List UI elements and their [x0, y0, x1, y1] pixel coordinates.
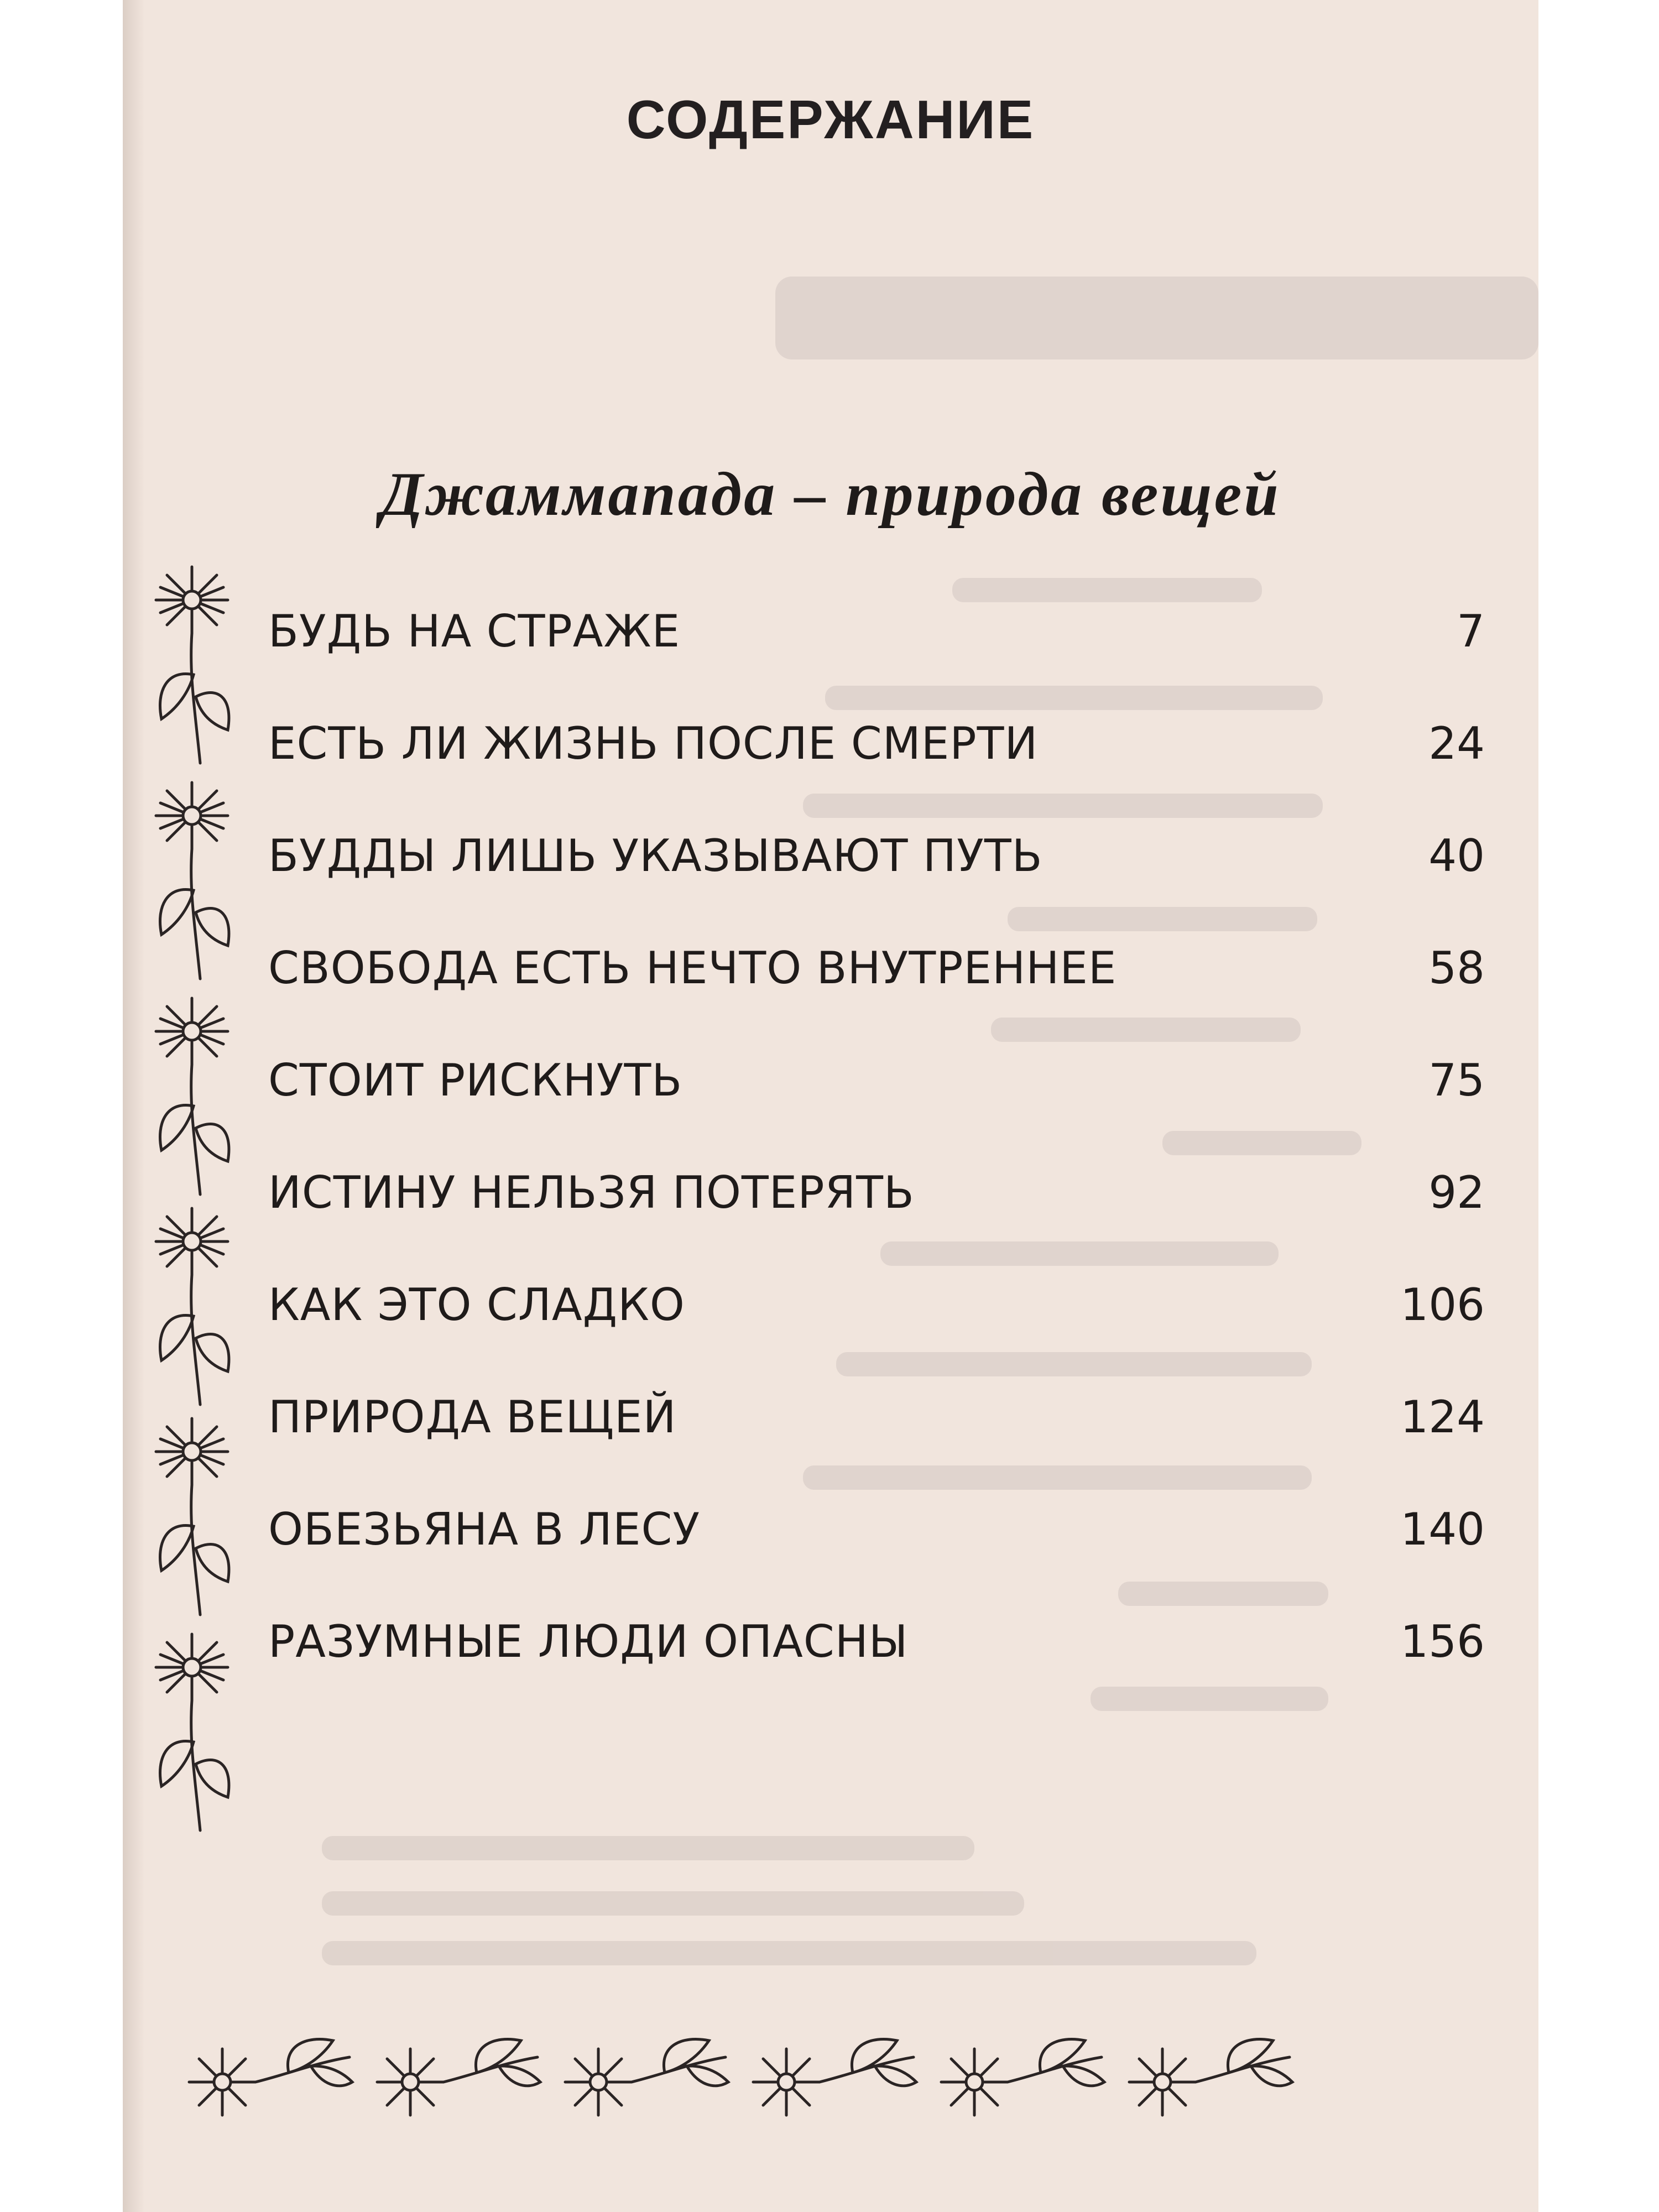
toc-title: ЕСТЬ ЛИ ЖИЗНЬ ПОСЛЕ СМЕРТИ	[268, 718, 1039, 769]
flower-ornament-icon	[366, 2024, 543, 2118]
book-page	[123, 0, 1538, 2212]
toc-row[interactable]	[268, 800, 1485, 912]
toc-page-number: 92	[1428, 1167, 1485, 1218]
page-heading: СОДЕРЖАНИЕ	[626, 89, 1035, 150]
flower-ornament-icon	[145, 1206, 239, 1410]
toc-title: БУДДЫ ЛИШЬ УКАЗЫВАЮТ ПУТЬ	[268, 830, 1043, 881]
toc-page-number: 24	[1428, 718, 1485, 769]
toc-row[interactable]	[268, 1361, 1485, 1473]
toc-title: СТОИТ РИСКНУТЬ	[268, 1055, 683, 1106]
toc-page-number: 106	[1400, 1279, 1485, 1331]
toc-title: ПРИРОДА ВЕЩЕЙ	[268, 1391, 677, 1443]
toc-row[interactable]	[268, 1585, 1485, 1698]
toc-page-number: 58	[1428, 942, 1485, 994]
toc-title: КАК ЭТО СЛАДКО	[268, 1279, 685, 1331]
table-of-contents	[268, 575, 1485, 1698]
toc-page-number: 140	[1400, 1504, 1485, 1555]
toc-row[interactable]	[268, 1473, 1485, 1585]
toc-title: РАЗУМНЫЕ ЛЮДИ ОПАСНЫ	[268, 1616, 909, 1667]
flower-ornament-icon	[145, 564, 239, 769]
flower-ornament-icon	[145, 1631, 239, 1836]
toc-page-number: 156	[1400, 1616, 1485, 1667]
flower-ornament-icon	[554, 2024, 731, 2118]
flower-ornament-icon	[145, 780, 239, 984]
flower-ornament-icon	[145, 995, 239, 1200]
toc-title: ОБЕЗЬЯНА В ЛЕСУ	[268, 1504, 701, 1555]
flower-ornament-icon	[145, 1416, 239, 1620]
flower-ornament-icon	[178, 2024, 355, 2118]
toc-row[interactable]	[268, 912, 1485, 1024]
page-edge-shadow	[123, 0, 145, 2212]
toc-row[interactable]	[268, 1136, 1485, 1249]
toc-title: ИСТИНУ НЕЛЬЗЯ ПОТЕРЯТЬ	[268, 1167, 915, 1218]
toc-row[interactable]	[268, 1024, 1485, 1136]
toc-row[interactable]	[268, 687, 1485, 800]
toc-title: СВОБОДА ЕСТЬ НЕЧТО ВНУТРЕННЕЕ	[268, 942, 1117, 994]
toc-page-number: 7	[1457, 606, 1485, 657]
flower-ornament-icon	[930, 2024, 1107, 2118]
toc-page-number: 124	[1400, 1391, 1485, 1443]
flower-ornament-icon	[1118, 2024, 1295, 2118]
toc-title: БУДЬ НА СТРАЖЕ	[268, 606, 681, 657]
toc-row[interactable]	[268, 575, 1485, 687]
toc-page-number: 75	[1428, 1055, 1485, 1106]
toc-page-number: 40	[1428, 830, 1485, 881]
toc-row[interactable]	[268, 1249, 1485, 1361]
flower-ornament-icon	[742, 2024, 919, 2118]
section-subtitle: Джаммапада – природа вещей	[380, 460, 1281, 529]
